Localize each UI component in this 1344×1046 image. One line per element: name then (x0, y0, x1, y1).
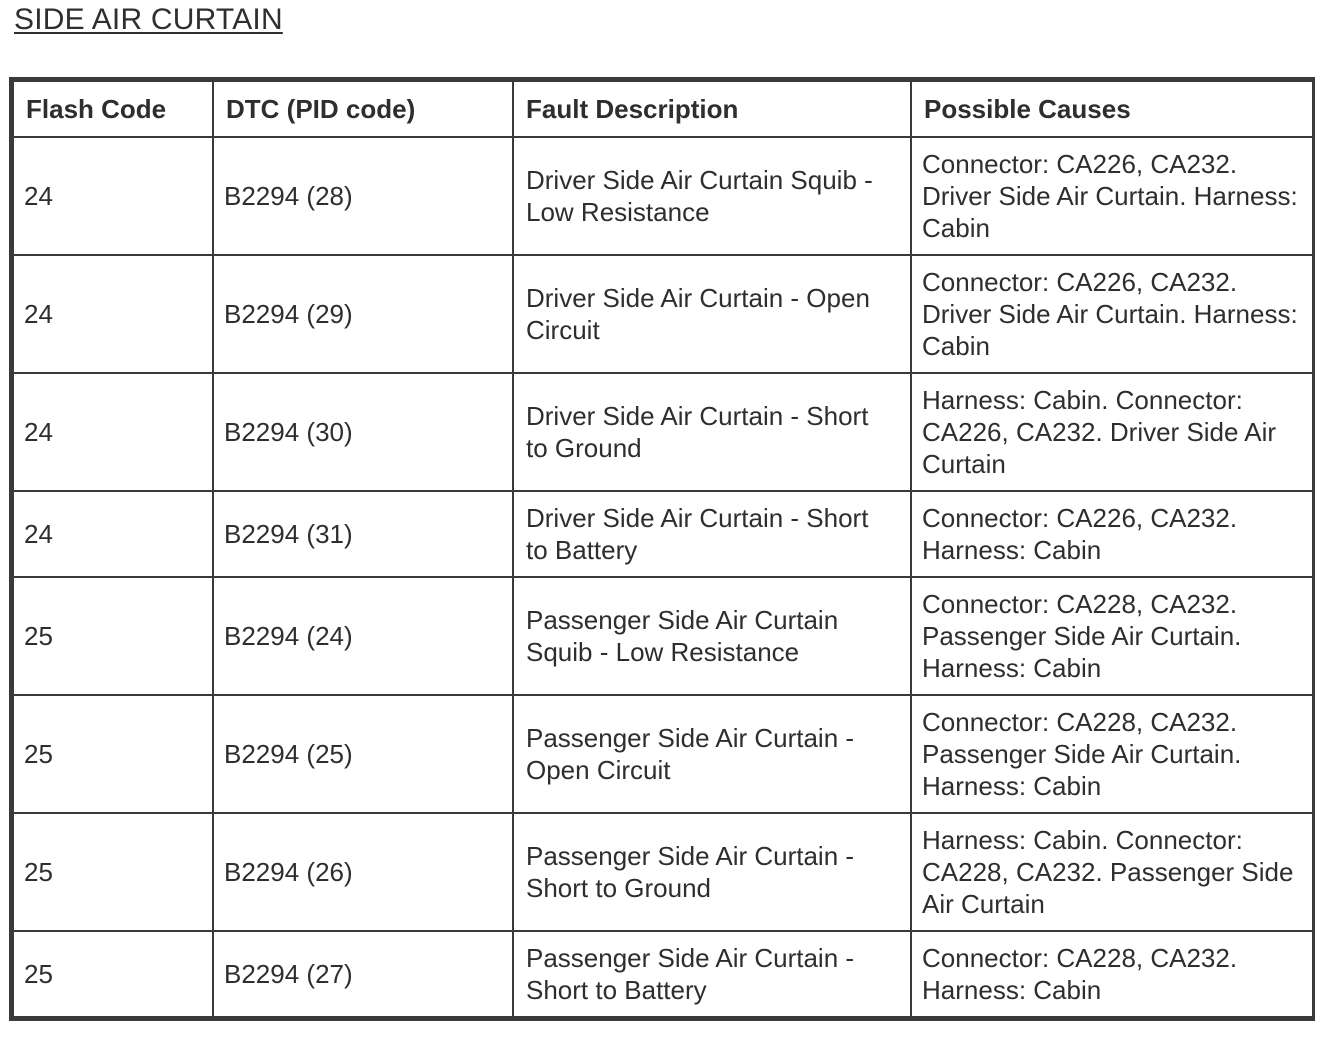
dtc-cell: B2294 (26) (213, 813, 513, 931)
table-row (13, 373, 1313, 491)
possible-causes-cell: Connector: CA228, CA232. Passenger Side Air Curtain. Harness: Cabin (911, 577, 1313, 695)
flash-code-cell: 25 (13, 931, 213, 1017)
dtc-cell: B2294 (28) (213, 137, 513, 255)
dtc-cell: B2294 (25) (213, 695, 513, 813)
table-header (13, 81, 1313, 137)
flash-code-cell: 25 (13, 695, 213, 813)
table-row (13, 491, 1313, 577)
table-row (13, 813, 1313, 931)
dtc-table (12, 80, 1314, 1018)
flash-code-cell: 25 (13, 577, 213, 695)
table-body (13, 137, 1313, 1017)
possible-causes-cell: Connector: CA226, CA232. Driver Side Air Curtain. Harness: Cabin (911, 255, 1313, 373)
dtc-cell: B2294 (27) (213, 931, 513, 1017)
dtc-cell: B2294 (29) (213, 255, 513, 373)
dtc-cell: B2294 (31) (213, 491, 513, 577)
fault-description-cell: Passenger Side Air Curtain - Short to Ground (513, 813, 911, 931)
header-flash-code: Flash Code (13, 81, 213, 137)
table-row (13, 255, 1313, 373)
possible-causes-cell: Harness: Cabin. Connector: CA228, CA232. Passenger Side Air Curtain (911, 813, 1313, 931)
table-row (13, 137, 1313, 255)
page-title: SIDE AIR CURTAIN (14, 3, 283, 36)
fault-description-cell: Passenger Side Air Curtain Squib - Low Resistance (513, 577, 911, 695)
dtc-cell: B2294 (30) (213, 373, 513, 491)
header-fault-description: Fault Description (513, 81, 911, 137)
possible-causes-cell: Connector: CA226, CA232. Harness: Cabin (911, 491, 1313, 577)
fault-description-cell: Driver Side Air Curtain - Short to Battery (513, 491, 911, 577)
dtc-cell: B2294 (24) (213, 577, 513, 695)
flash-code-cell: 25 (13, 813, 213, 931)
table-row (13, 577, 1313, 695)
flash-code-cell: 24 (13, 137, 213, 255)
flash-code-cell: 24 (13, 373, 213, 491)
header-row (13, 81, 1313, 137)
flash-code-cell: 24 (13, 255, 213, 373)
table-row (13, 931, 1313, 1017)
possible-causes-cell: Harness: Cabin. Connector: CA226, CA232. Driver Side Air Curtain (911, 373, 1313, 491)
fault-description-cell: Driver Side Air Curtain Squib - Low Resistance (513, 137, 911, 255)
header-possible-causes: Possible Causes (911, 81, 1313, 137)
possible-causes-cell: Connector: CA226, CA232. Driver Side Air Curtain. Harness: Cabin (911, 137, 1313, 255)
table-row (13, 695, 1313, 813)
fault-description-cell: Driver Side Air Curtain - Open Circuit (513, 255, 911, 373)
flash-code-cell: 24 (13, 491, 213, 577)
possible-causes-cell: Connector: CA228, CA232. Passenger Side Air Curtain. Harness: Cabin (911, 695, 1313, 813)
dtc-table-container (9, 77, 1315, 1021)
possible-causes-cell: Connector: CA228, CA232. Harness: Cabin (911, 931, 1313, 1017)
fault-description-cell: Passenger Side Air Curtain - Open Circuit (513, 695, 911, 813)
header-dtc: DTC (PID code) (213, 81, 513, 137)
fault-description-cell: Driver Side Air Curtain - Short to Ground (513, 373, 911, 491)
fault-description-cell: Passenger Side Air Curtain - Short to Battery (513, 931, 911, 1017)
